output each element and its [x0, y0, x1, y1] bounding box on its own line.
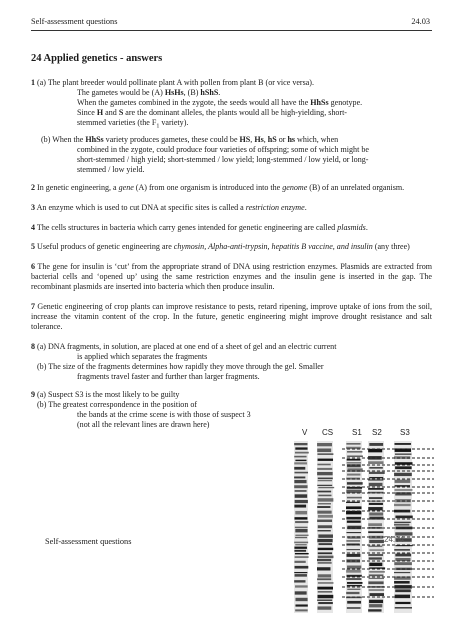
gel-band: [369, 557, 382, 559]
gel-band: [346, 570, 361, 573]
answer-text: , (B): [183, 87, 201, 97]
gel-band: [369, 563, 382, 566]
answer-7: [31, 302, 432, 332]
gel-band: [294, 547, 307, 549]
gel-band: [294, 550, 306, 552]
gel-band: [347, 554, 361, 557]
gel-band: [318, 495, 331, 497]
answer-1a-line-2: [31, 88, 432, 98]
gel-band: [347, 575, 362, 577]
gel-band: [318, 478, 333, 480]
gamete-text: HS: [239, 135, 251, 145]
answer-1a-line-5: [31, 118, 432, 133]
answer-text: which, when: [295, 135, 339, 145]
gel-band: [295, 566, 309, 569]
gel-band: [295, 500, 308, 503]
gel-band: [369, 467, 383, 468]
answer-text: (B) of an unrelated organism.: [307, 182, 405, 192]
answer-text: ,: [263, 135, 268, 145]
gel-band: [368, 479, 383, 481]
answer-text: The gametes would be (A): [77, 87, 165, 97]
answer-number: 4: [31, 222, 36, 232]
gel-band: [294, 485, 307, 488]
gel-band: [346, 578, 361, 579]
gel-band: [369, 517, 383, 520]
gel-band: [346, 592, 359, 594]
gel-band: [394, 572, 410, 573]
gel-band: [394, 473, 412, 476]
gel-band: [346, 502, 360, 503]
gel-band: [369, 549, 384, 550]
gel-band: [318, 606, 332, 609]
gel-band: [368, 492, 383, 494]
gel-band: [318, 556, 334, 559]
gel-band: [318, 530, 331, 531]
gel-band: [369, 540, 384, 543]
gel-band: [347, 589, 360, 590]
answer-text: (a) Suspect S3 is the most likely to be guilty: [35, 390, 180, 400]
gel-band: [294, 517, 307, 519]
answer-text: variety produces gametes, these could be: [103, 135, 240, 145]
gel-band: [347, 582, 362, 584]
answer-text: genotype.: [328, 97, 363, 107]
gel-band: [395, 589, 411, 592]
gel-band: [368, 449, 382, 453]
gel-band: [346, 443, 360, 445]
header-rule: [31, 30, 432, 31]
gel-band: [295, 527, 308, 528]
gel-band: [369, 578, 384, 579]
answer-text: stemmed varieties (the F: [77, 117, 157, 127]
gel-band: [368, 523, 382, 526]
gel-band: [318, 595, 334, 598]
answer-term: genome: [282, 182, 308, 192]
gel-band: [395, 607, 412, 608]
answer-number: 9: [31, 390, 36, 400]
gel-band: [394, 522, 410, 523]
gel-band: [294, 572, 307, 573]
lane-label-s3: S3: [400, 428, 410, 437]
lane-label-s1: S1: [352, 428, 362, 437]
gel-band: [369, 600, 383, 603]
gel-band: [394, 443, 410, 445]
gel-band: [395, 485, 410, 487]
allele-text: H: [96, 107, 104, 117]
gel-band: [369, 503, 383, 505]
genotype-text: HhSs: [85, 135, 104, 145]
gel-band: [317, 468, 332, 470]
gel-band: [294, 456, 306, 458]
gel-band: [295, 598, 307, 601]
gel-band: [295, 561, 306, 563]
answer-term: chymosin, Alpha-anti-trypsin, hepatitis B vaccine, and insulin: [173, 242, 373, 252]
header-page-number: 24.03: [411, 17, 430, 26]
gamete-text: hS: [267, 135, 277, 145]
answer-1b-line-1: [31, 135, 432, 145]
answer-8a-line-2: is applied which separates the fragments: [77, 351, 208, 361]
gel-band: [318, 562, 332, 563]
subscript-text: 1: [156, 123, 160, 130]
gel-band: [317, 472, 333, 475]
gel-band: [317, 578, 331, 580]
dna-gel-image: [284, 427, 436, 615]
gel-band: [317, 567, 330, 570]
answer-9b-line-1: (b) The greatest correspondence in the position of: [37, 400, 198, 410]
gel-band: [347, 456, 363, 457]
gel-band: [318, 574, 331, 577]
answer-1: [31, 78, 432, 175]
gel-band: [395, 595, 410, 599]
gel-band: [368, 546, 382, 547]
answer-text: The gene for insulin is ‘cut’ from the appropriate strand of DNA using restriction enzymes. Plasmids are extracted from bacterial cells and ‘opened up’ using the same restriction enzymes and the insulin gene is inserted in the gap. The recombinant plasmids are inserted into bacteria which then produce insulin.: [31, 262, 432, 292]
gel-band: [318, 459, 333, 461]
gel-band: [317, 448, 331, 452]
answer-number: 1: [31, 78, 36, 87]
gel-band: [295, 494, 308, 497]
answer-1a-line-4: [31, 108, 432, 118]
gel-band: [369, 497, 382, 499]
gel-band: [368, 586, 384, 588]
answer-8b-line-1: (b) The size of the fragments determines how rapidly they move through the gel. Smaller: [37, 361, 324, 371]
answer-3: [31, 203, 432, 213]
gel-band: [295, 460, 306, 461]
footer-title: Self-assessment questions: [45, 537, 132, 546]
gel-band: [294, 467, 305, 470]
answer-text: or: [276, 135, 288, 145]
answer-text: Genetic engineering of crop plants can improve resistance to pests, retard ripening, improve uptake of ions from the soil, increase the vitamin content of the crop. In the future, genetic engineering might improve drought resistance and salt tolerance.: [31, 302, 432, 331]
gel-band: [295, 521, 308, 523]
gel-band: [368, 609, 381, 611]
gel-band: [369, 536, 383, 539]
genotype-text: HhSs: [310, 97, 329, 107]
gel-band: [295, 511, 307, 515]
page-footer: [45, 537, 131, 546]
gel-band: [347, 482, 363, 485]
answers-body: [31, 78, 432, 440]
answer-2: [31, 183, 432, 193]
header-title: Self-assessment questions: [31, 17, 118, 26]
gel-band: [395, 466, 412, 469]
overlapped-page-number: 24.04: [384, 535, 405, 544]
gel-band: [347, 521, 361, 523]
answer-number: 2: [31, 182, 36, 192]
answer-9: [31, 390, 283, 430]
gel-band: [294, 480, 306, 483]
gel-band: [294, 443, 307, 445]
gamete-text: Hs: [254, 135, 264, 145]
gel-band: [294, 462, 307, 464]
answer-5: [31, 242, 432, 252]
gel-band: [369, 483, 383, 486]
answer-1a-line-3: [31, 98, 432, 108]
gel-band: [369, 574, 384, 576]
gel-band: [318, 602, 333, 604]
gel-band: [318, 552, 332, 554]
gel-band: [368, 531, 383, 533]
gel-band: [369, 571, 385, 573]
gel-band: [394, 549, 410, 550]
gel-band: [347, 462, 361, 463]
answer-6: [31, 262, 432, 292]
gel-band: [317, 506, 330, 508]
gel-band: [295, 553, 309, 554]
gel-band: [318, 503, 331, 504]
gel-band: [317, 520, 332, 522]
gel-band: [369, 567, 385, 568]
gel-band: [318, 591, 332, 592]
answer-number: 7: [31, 302, 36, 312]
gel-band: [294, 505, 306, 508]
answer-number: 5: [31, 242, 36, 252]
answer-text: .: [218, 87, 221, 97]
answer-8b-line-2: fragments travel faster and further than larger fragments.: [77, 371, 260, 381]
gel-band: [294, 472, 308, 474]
gel-band: [318, 548, 334, 550]
gel-band: [294, 580, 305, 582]
answer-1b-line-4: stemmed / low yield.: [77, 164, 145, 174]
gel-band: [317, 443, 332, 446]
gel-band: [395, 489, 413, 490]
answer-term: gene: [118, 182, 134, 192]
page-header: [31, 17, 430, 26]
gel-band: [295, 544, 306, 545]
gel-band: [369, 443, 383, 446]
answer-text: .: [304, 202, 307, 212]
answer-text: variety).: [159, 117, 189, 127]
gel-band: [295, 535, 308, 536]
section-title: 24 Applied genetics - answers: [31, 53, 163, 64]
answer-text: (any three): [372, 242, 410, 252]
answer-9a: [31, 390, 283, 400]
gel-band: [294, 476, 305, 478]
gel-band: [317, 559, 331, 561]
gel-band: [347, 474, 360, 476]
answer-9b-line-2: the bands at the crime scene is with those of suspect 3: [77, 410, 251, 420]
gel-band: [369, 589, 384, 591]
gel-band: [317, 600, 332, 601]
gel-band: [318, 534, 333, 537]
gel-band: [346, 549, 360, 550]
gel-band: [295, 574, 307, 577]
gel-band: [317, 539, 332, 542]
gel-band: [368, 507, 382, 510]
answer-text: (a) DNA fragments, in solution, are placed at one end of a sheet of gel and an electric current: [35, 341, 337, 351]
gel-band: [318, 515, 333, 518]
gel-band: [347, 459, 361, 461]
gel-band: [394, 562, 412, 565]
gel-band: [318, 582, 334, 584]
gel-band: [295, 604, 307, 606]
answer-1b-line-2: combined in the zygote, could produce four varieties of offspring; some of which might be: [77, 145, 369, 155]
gel-band: [368, 581, 383, 584]
gel-band: [369, 604, 382, 607]
gel-band: [318, 498, 334, 501]
gel-band: [295, 529, 307, 533]
gel-band: [295, 591, 307, 594]
gel-band: [395, 453, 411, 454]
answer-text: (b) When the: [41, 135, 86, 145]
gel-band: [347, 497, 362, 499]
answer-1b-line-3: short-stemmed / high yield; short-stemmed / low yield; long-stemmed / low yield, or long-: [77, 154, 369, 164]
lane-label-s2: S2: [372, 428, 382, 437]
gel-band: [395, 480, 411, 483]
gel-band: [346, 540, 360, 541]
gel-band: [394, 581, 410, 584]
gel-band: [369, 593, 384, 596]
gel-band: [368, 488, 383, 490]
answer-text: are the dominant alleles, the plants would all be high-yielding, short-: [123, 107, 347, 117]
answer-1a-line-1: [31, 78, 432, 88]
gel-band: [369, 477, 383, 478]
answer-text: .: [365, 222, 368, 232]
gel-band: [347, 607, 361, 609]
gel-band: [394, 504, 411, 506]
gel-band: [395, 516, 412, 519]
gel-band: [295, 447, 307, 449]
gel-band: [369, 512, 383, 515]
gel-band: [317, 587, 333, 590]
genotype-text: HsHs: [164, 87, 184, 97]
answer-term: restriction enzyme: [245, 202, 305, 212]
answer-text: The cells structures in bacteria which carry genes intended for genetic engineering are called: [35, 222, 338, 232]
answer-text: Since: [77, 107, 97, 117]
lane-label-cs: CS: [322, 428, 334, 437]
gel-band: [295, 537, 307, 538]
gel-band: [318, 480, 332, 481]
gel-band: [295, 585, 308, 587]
gel-band: [368, 554, 383, 556]
genotype-text: hShS: [200, 87, 219, 97]
answer-text: When the gametes combined in the zygote, the seeds would all have the: [77, 97, 311, 107]
gel-band: [347, 451, 362, 453]
answer-term: plasmids: [337, 222, 366, 232]
gel-band: [295, 556, 309, 557]
gel-band: [318, 487, 334, 488]
gel-band: [368, 461, 383, 464]
gel-band: [317, 485, 332, 486]
gel-band: [318, 525, 332, 528]
gel-band: [395, 462, 413, 465]
answer-text: An enzyme which is used to cut DNA at specific sites is called a: [35, 202, 246, 212]
gel-band: [347, 526, 361, 529]
answer-text: ,: [250, 135, 255, 145]
answer-number: 8: [31, 341, 36, 351]
gel-band: [394, 524, 409, 526]
answer-text: Useful producs of genetic engineering are: [35, 242, 174, 252]
gel-band: [395, 554, 411, 557]
gel-band: [317, 453, 333, 455]
answer-4: [31, 223, 432, 233]
gel-band: [318, 543, 332, 545]
answer-8: [31, 342, 432, 382]
gel-band: [295, 452, 309, 454]
answer-9b-line-3: (not all the relevant lines are drawn here): [77, 420, 210, 430]
answer-number: 3: [31, 202, 36, 212]
gamete-text: hs: [287, 135, 296, 145]
gel-band: [347, 601, 361, 604]
gel-band: [369, 472, 385, 474]
gel-band: [295, 609, 307, 611]
gel-band: [346, 532, 360, 533]
gel-band: [346, 506, 361, 509]
answer-text: In genetic engineering, a: [35, 182, 119, 192]
gel-band: [295, 490, 307, 491]
gel-band: [317, 491, 331, 493]
answer-text: and: [103, 107, 119, 117]
gel-band: [347, 585, 362, 586]
answer-8a-line-1: [31, 342, 432, 352]
gel-band: [395, 602, 410, 604]
gel-band: [317, 511, 331, 514]
gel-band: [347, 566, 361, 569]
gel-band: [317, 464, 330, 466]
answer-text: (A) from one organism is introduced into the: [133, 182, 283, 192]
allele-text: S: [118, 107, 124, 117]
gel-band: [294, 542, 308, 544]
lane-label-v: V: [302, 428, 308, 437]
answer-number: 6: [31, 262, 36, 272]
answer-text: (a) The plant breeder would pollinate plant A with pollen from plant B (or vice versa).: [37, 78, 314, 87]
